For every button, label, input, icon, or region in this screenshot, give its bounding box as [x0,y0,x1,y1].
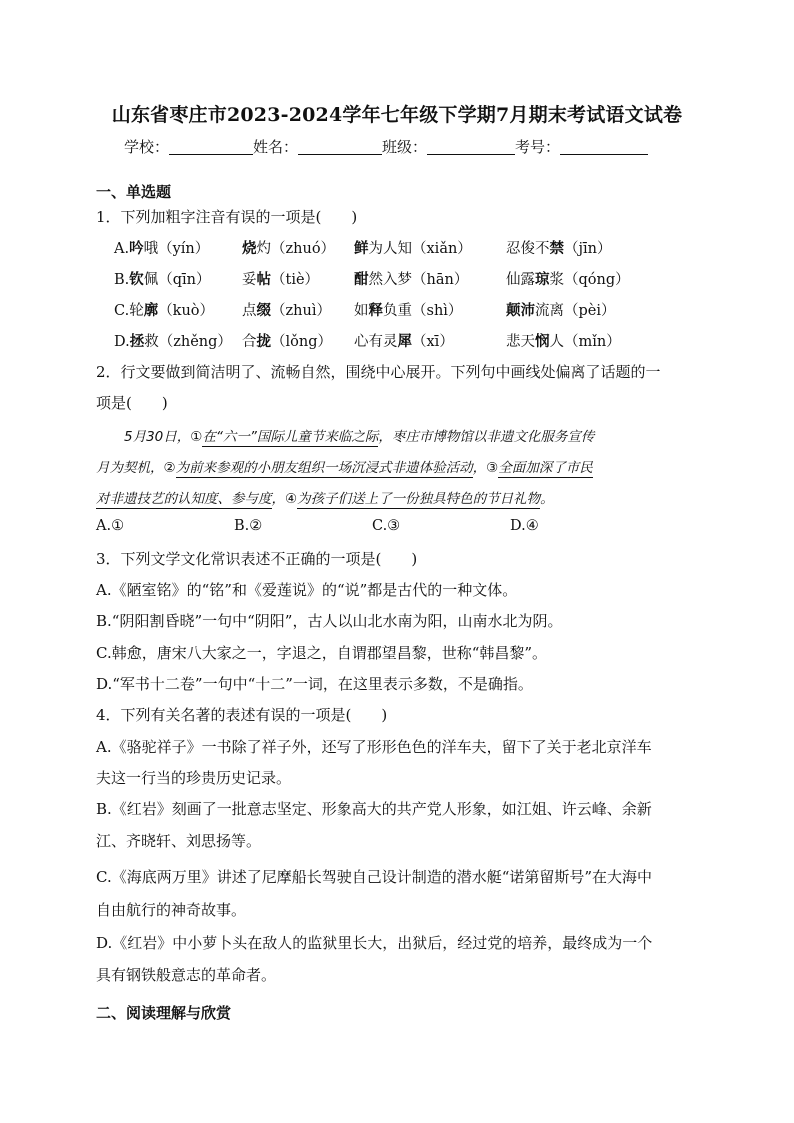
option-text: （tiè） [271,272,320,288]
q1-option-c-item-1 [114,299,214,320]
q3-choice-a[interactable]: A.《陋室铭》的“铭”和《爱莲说》的“说”都是古代的一种文体。 [96,581,518,599]
underlined-segment-3-cont: 对非遗技艺的认知度、参与度 [96,491,272,507]
underlined-segment-2: 为前来参观的小朋友组织一场沉浸式非遗体验活动 [175,460,473,476]
student-info-line [124,136,684,157]
option-text: 为人知（xiǎn） [368,241,472,257]
q1-option-label[interactable]: C. [114,303,130,319]
option-text: 忍俊不 [506,241,550,257]
passage-text: ，枣庄市博物馆以非遗文化服务宣传 [378,429,595,445]
q2-choice-b[interactable]: B.② [234,518,263,534]
q1-option-d-item-4 [506,330,621,351]
bold-character: 犀 [397,333,412,350]
number-label: 考号： [515,138,561,156]
class-blank[interactable] [427,140,515,155]
bold-character: 烧 [242,240,257,257]
option-text: （kuò） [158,303,215,319]
q2-choice-d[interactable]: D.④ [510,518,539,534]
q1-option-label[interactable]: D. [114,334,130,350]
q1-option-b-item-2 [242,268,319,289]
q2-choice-a[interactable]: A.① [96,518,125,534]
q4-choice-b-line2[interactable]: 江、齐晓轩、刘思扬等。 [96,832,262,850]
q4-choice-d-line1[interactable]: D.《红岩》中小萝卜头在敌人的监狱里长大，出狱后，经过党的培养，最终成为一个 [96,934,653,952]
bold-character: 颠沛 [506,302,535,319]
option-text: 流离（pèi） [535,303,616,319]
bold-character: 缀 [256,302,271,319]
q1-option-c-item-2 [242,299,331,320]
name-blank[interactable] [298,140,382,155]
marker-4: ④ [285,491,298,507]
bold-character: 拢 [256,333,271,350]
marker-2: ② [163,460,176,476]
underlined-segment-4: 为孩子们送上了一份独具特色的节日礼物 [297,491,541,507]
passage-text: 。 [540,491,554,507]
q1-option-d-item-1 [114,330,232,351]
bold-character: 拯 [129,333,145,350]
q1-option-a-item-4 [506,237,611,258]
exam-title: 山东省枣庄市2023-2024学年七年级下学期7月期末考试语文试卷 [111,104,683,126]
q1-option-a-item-1 [114,237,209,258]
option-text: （xī） [412,334,454,350]
q3-choice-b[interactable]: B.“阴阳割昏晓”一句中“阴阳”，古人以山北水南为阳，山南水北为阴。 [96,612,563,630]
option-text: 妥 [242,272,257,288]
option-text: 救（zhěng） [144,334,232,350]
q4-choice-a-line1[interactable]: A.《骆驼祥子》一书除了祥子外，还写了形形色色的洋车夫，留下了关于老北京洋车 [96,738,652,756]
q2-choice-c[interactable]: C.③ [372,518,401,534]
option-text: 佩（qīn） [143,272,211,288]
passage-text: 月为契机， [96,460,164,476]
bold-character: 悯 [535,333,550,350]
q1-option-b-item-1 [114,268,211,289]
q1-option-b-item-3 [354,268,468,289]
q1-option-c-item-3 [354,299,462,320]
option-text: 负重（shì） [383,303,463,319]
school-label: 学校： [124,138,170,156]
bold-character: 鲜 [354,240,369,257]
question-3-stem: 3．下列文学文化常识表述不正确的一项是( ) [96,550,418,568]
passage-date: 5月30日， [124,429,191,445]
passage-text: ， [472,460,487,476]
passage-text: ， [271,491,285,507]
school-blank[interactable] [169,140,253,155]
q1-option-label[interactable]: A. [114,241,130,257]
q1-option-d-item-2 [242,330,332,351]
bold-character: 释 [368,302,383,319]
question-2-stem-line2: 项是( ) [96,394,168,412]
question-2-passage-line2 [96,456,706,476]
bold-character: 酣 [354,271,369,288]
q4-choice-a-line2[interactable]: 夫这一行当的珍贵历史记录。 [96,769,292,787]
option-text: 然入梦（hān） [368,272,469,288]
bold-character: 吟 [129,240,144,257]
q4-choice-b-line1[interactable]: B.《红岩》刻画了一批意志坚定、形象高大的共产党人形象，如江姐、许云峰、余新 [96,800,652,818]
question-1-stem: 1．下列加粗字注音有误的一项是( ) [96,208,358,226]
q1-option-a-item-2 [242,237,335,258]
q3-choice-d[interactable]: D.“军书十二卷”一句中“十二”一词，在这里表示多数，不是确指。 [96,675,533,693]
option-text: 人（mǐn） [549,334,621,350]
question-2-stem-line1: 2．行文要做到简洁明了、流畅自然，围绕中心展开。下列句中画线处偏离了话题的一 [96,363,661,381]
option-text: （lǒng） [271,334,332,350]
option-text: 合 [242,334,257,350]
q1-option-d-item-3 [354,330,454,351]
section-heading-1: 一、单选题 [96,183,172,201]
q1-option-a-item-3 [354,237,472,258]
option-text: （zhuì） [271,303,331,319]
bold-character: 帖 [256,271,271,288]
bold-character: 禁 [549,240,564,257]
q1-option-label[interactable]: B. [114,272,130,288]
q1-option-c-item-4 [506,299,616,320]
option-text: 仙露 [506,272,535,288]
bold-character: 廓 [143,302,159,319]
bold-character: 琼 [535,271,550,288]
number-blank[interactable] [560,140,648,155]
bold-character: 钦 [129,271,144,288]
question-2-passage-line3 [96,487,706,507]
name-label: 姓名： [253,138,299,156]
class-label: 班级： [382,138,428,156]
marker-3: ③ [486,460,499,476]
option-text: 点 [242,303,257,319]
option-text: 轮 [129,303,144,319]
option-text: 如 [354,303,369,319]
question-2-passage-line1 [124,425,734,445]
underlined-segment-1: 在“六一”国际儿童节来临之际 [202,429,379,445]
option-text: 心有灵 [354,334,398,350]
q1-option-b-item-4 [506,268,630,289]
underlined-segment-3: 全面加深了市民 [498,460,593,476]
section-heading-2: 二、阅读理解与欣赏 [96,1004,232,1022]
option-text: 浆（qóng） [549,272,630,288]
option-text: （jīn） [564,241,612,257]
marker-1: ① [190,429,203,445]
q4-choice-c-line2[interactable]: 自由航行的神奇故事。 [96,901,247,919]
q4-choice-d-line2[interactable]: 具有钢铁般意志的革命者。 [96,966,277,984]
q3-choice-c[interactable]: C.韩愈，唐宋八大家之一，字退之，自谓郡望昌黎，世称“韩昌黎”。 [96,644,548,662]
q4-choice-c-line1[interactable]: C.《海底两万里》讲述了尼摩船长驾驶自己设计制造的潜水艇“诺第留斯号”在大海中 [96,868,653,886]
option-text: 哦（yín） [143,241,210,257]
option-text: 灼（zhuó） [256,241,336,257]
question-4-stem: 4．下列有关名著的表述有误的一项是( ) [96,706,388,724]
option-text: 悲天 [506,334,535,350]
